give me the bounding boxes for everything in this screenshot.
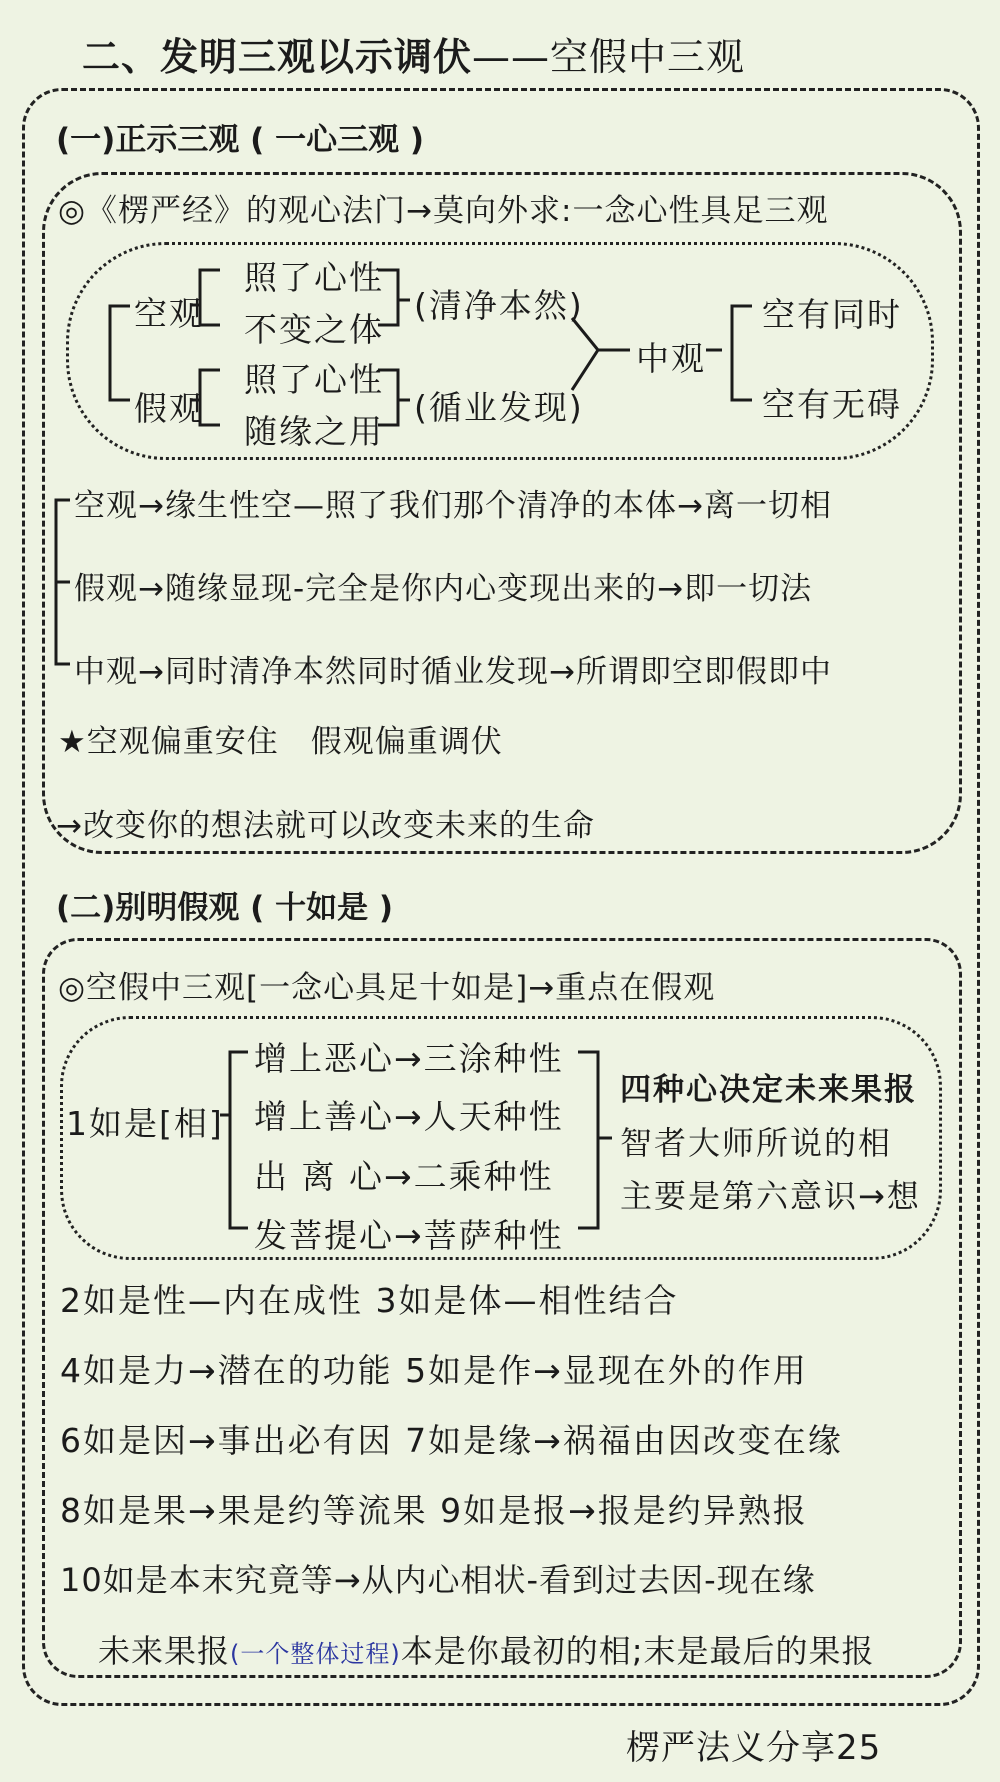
section2-heading: (二)别明假观 ( 十如是 ) bbox=[56, 890, 394, 926]
section2-item-3: 出 离 心→二乘种性 bbox=[254, 1157, 554, 1196]
last-line-part-c: 本是你最初的相;末是最后的果报 bbox=[400, 1632, 875, 1670]
zhong-guan-label: 中观 bbox=[636, 339, 706, 378]
section1-heading: (一)正示三观 ( 一心三观 ) bbox=[56, 122, 425, 158]
section1-line-2: 假观→随缘显现-完全是你内心变现出来的→即一切法 bbox=[74, 571, 813, 607]
jia-result: (循业发现) bbox=[414, 388, 584, 427]
section1-arrow-line: →改变你的想法就可以改变未来的生命 bbox=[56, 808, 595, 844]
suchness-line-5: 10如是本末究竟等→从内心相状-看到过去因-现在缘 bbox=[60, 1561, 816, 1599]
section1-line-1: 空观→缘生性空—照了我们那个清净的本体→离一切相 bbox=[74, 488, 832, 524]
title-sub: ——空假中三观 bbox=[472, 35, 746, 79]
title-main: 二、发明三观以示调伏 bbox=[82, 35, 473, 79]
kong-result: (清净本然) bbox=[414, 286, 584, 325]
jia-guan-label: 假观 bbox=[134, 389, 204, 428]
suchness-line-3: 6如是因→事出必有因 7如是缘→祸福由因改变在缘 bbox=[60, 1421, 843, 1460]
section2-item-4: 发菩提心→菩萨种性 bbox=[254, 1216, 564, 1255]
suchness-line-6 bbox=[98, 1626, 875, 1672]
section2-note-bold: 四种心决定未来果报 bbox=[620, 1072, 917, 1108]
section2-diagram-label: 1如是[相] bbox=[66, 1104, 224, 1143]
kong-guan-label: 空观 bbox=[134, 294, 204, 333]
zhong-result-1: 空有同时 bbox=[762, 295, 902, 334]
zhong-result-2: 空有无碍 bbox=[762, 385, 902, 424]
section2-item-2: 增上善心→人天种性 bbox=[254, 1097, 564, 1136]
footer-caption: 楞严法义分享25 bbox=[626, 1728, 882, 1768]
section1-intro: ◎《楞严经》的观心法门→莫向外求:一念心性具足三观 bbox=[58, 193, 829, 229]
last-line-note: (一个整体过程) bbox=[230, 1640, 401, 1668]
kong-item-1: 照了心性 bbox=[244, 258, 384, 297]
suchness-line-4: 8如是果→果是约等流果 9如是报→报是约异熟报 bbox=[60, 1491, 808, 1530]
section2-intro: ◎空假中三观[一念心具足十如是]→重点在假观 bbox=[58, 970, 716, 1006]
kong-item-2: 不变之体 bbox=[244, 310, 384, 349]
last-line-part-a: 未来果报 bbox=[98, 1632, 231, 1670]
section1-star-line: ★空观偏重安住 假观偏重调伏 bbox=[58, 724, 503, 760]
suchness-line-2: 4如是力→潜在的功能 5如是作→显现在外的作用 bbox=[60, 1351, 808, 1390]
jia-item-1: 照了心性 bbox=[244, 360, 384, 399]
section1-line-3: 中观→同时清净本然同时循业发现→所谓即空即假即中 bbox=[74, 654, 832, 690]
section2-note-2: 主要是第六意识→想 bbox=[620, 1177, 921, 1215]
section2-note-1: 智者大师所说的相 bbox=[620, 1124, 893, 1162]
suchness-line-1: 2如是性—内在成性 3如是体—相性结合 bbox=[60, 1281, 679, 1320]
jia-item-2: 随缘之用 bbox=[244, 412, 384, 451]
section2-item-1: 增上恶心→三涂种性 bbox=[254, 1039, 564, 1078]
